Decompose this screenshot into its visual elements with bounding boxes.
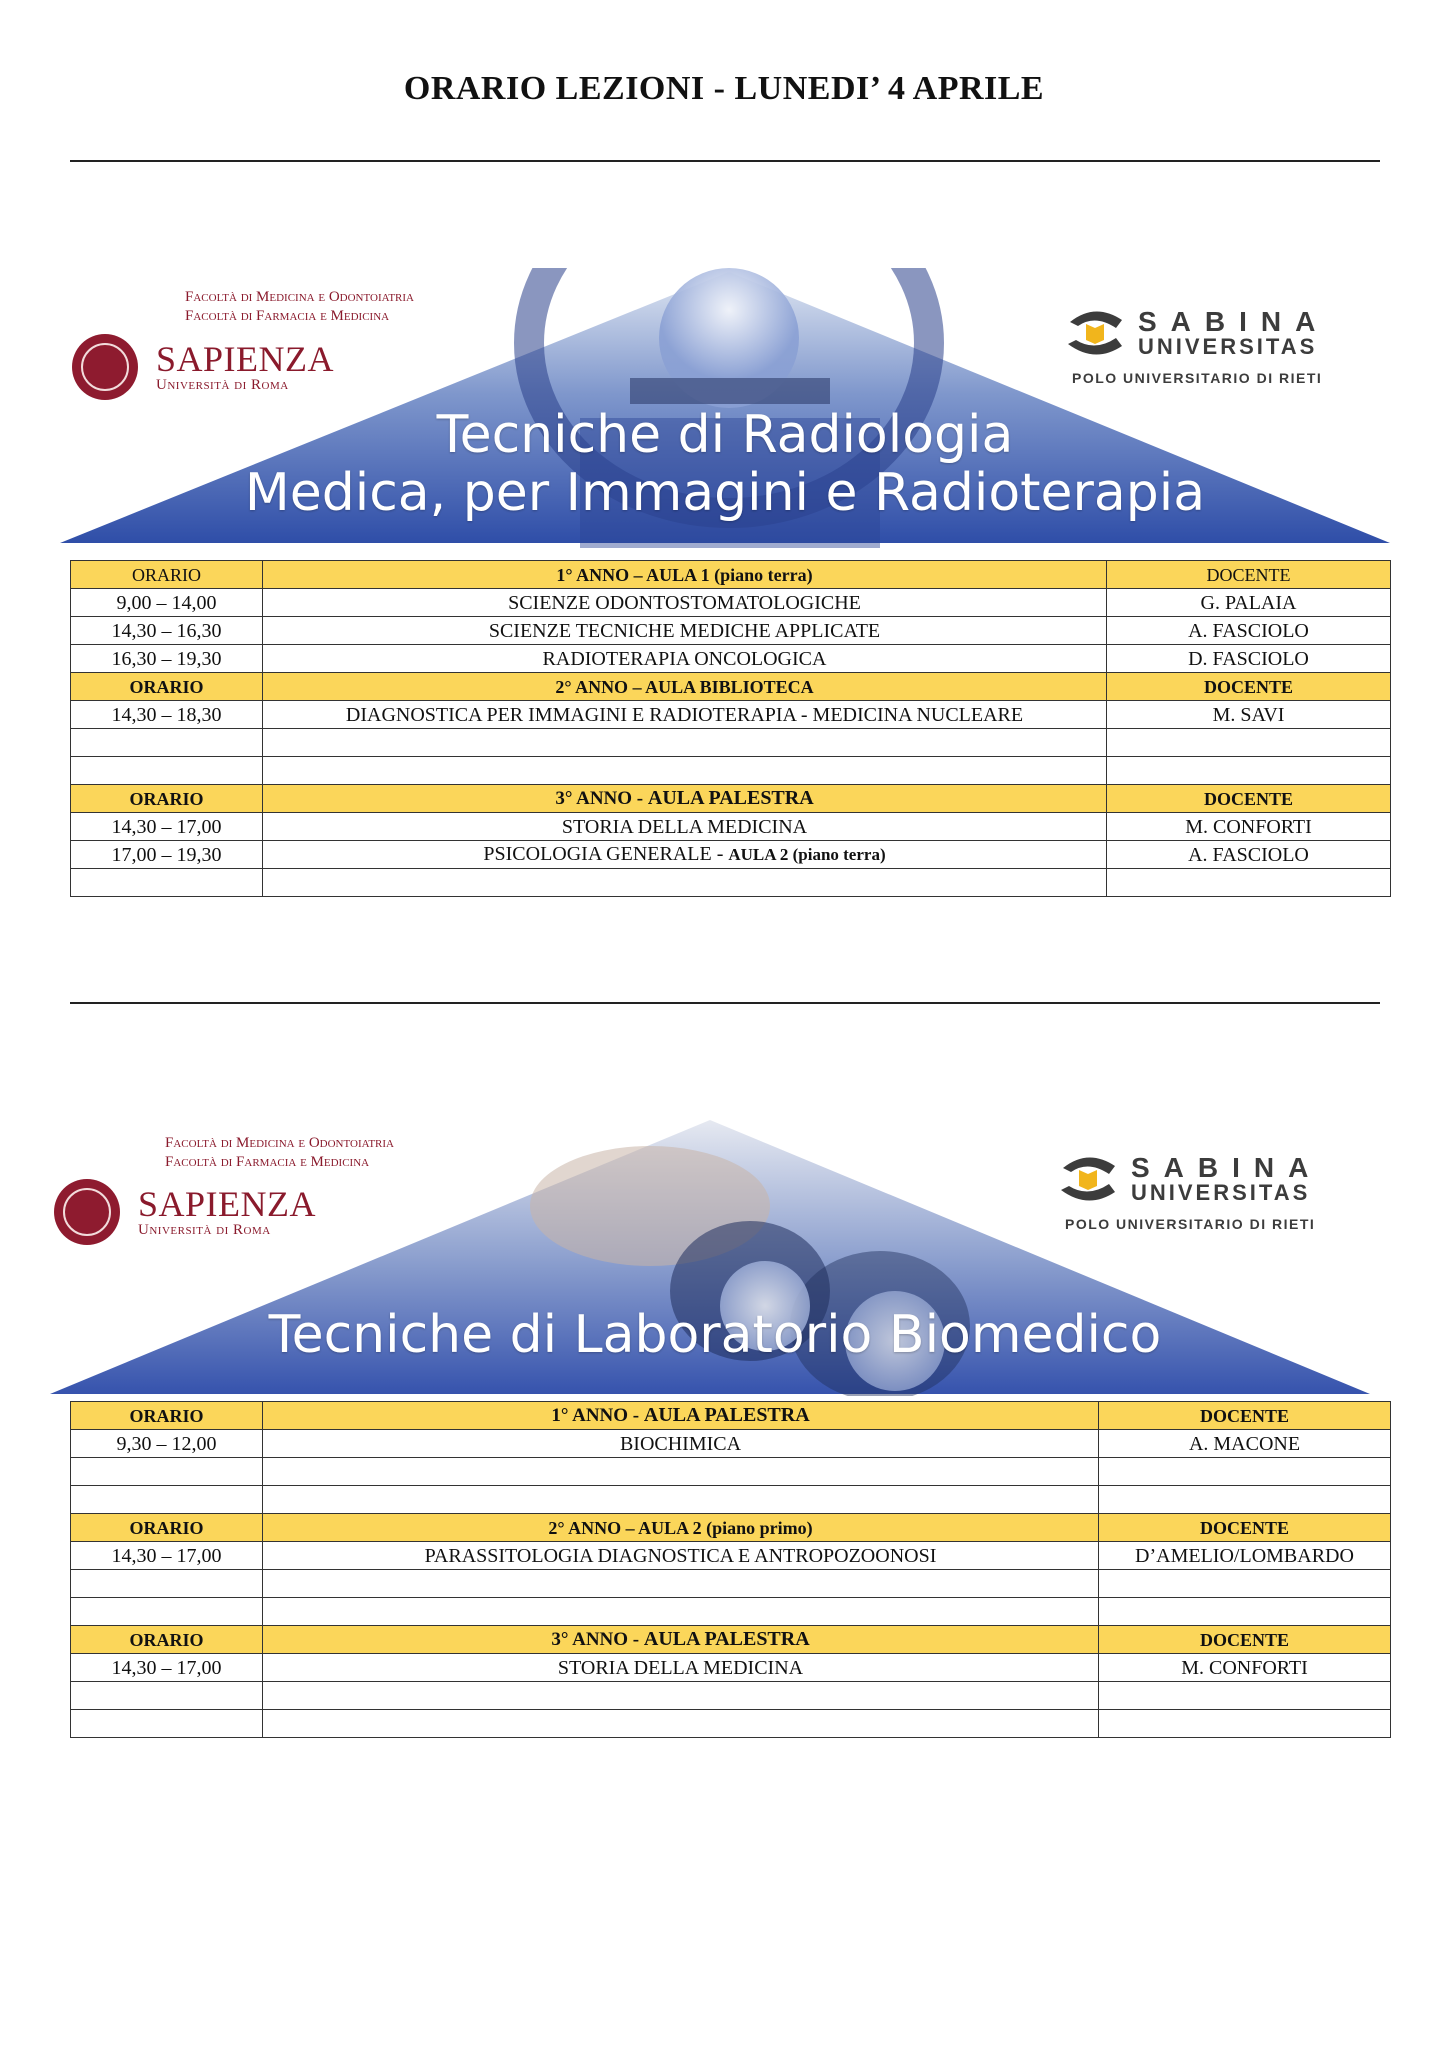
sapienza-subtitle: Università di Roma bbox=[138, 1221, 271, 1238]
table-row bbox=[71, 701, 1391, 729]
table-header-row bbox=[71, 785, 1391, 813]
teacher-cell: D’AMELIO/LOMBARDO bbox=[1099, 1542, 1391, 1570]
universitas-word: UNIVERSITAS bbox=[1138, 334, 1318, 359]
faculty-lines bbox=[185, 288, 414, 326]
teacher-cell bbox=[1099, 1598, 1391, 1626]
sabina-book-icon bbox=[1060, 306, 1130, 360]
sapienza-name: SAPIENZA bbox=[156, 338, 335, 379]
time-cell: 14,30 – 16,30 bbox=[71, 617, 263, 645]
teacher-cell: A. FASCIOLO bbox=[1107, 841, 1391, 869]
subject-cell: SCIENZE ODONTOSTOMATOLOGICHE bbox=[263, 589, 1107, 617]
subject-cell: PARASSITOLOGIA DIAGNOSTICA E ANTROPOZOONOSI bbox=[263, 1542, 1099, 1570]
time-cell bbox=[71, 729, 263, 757]
time-cell bbox=[71, 1682, 263, 1710]
faculty-lines bbox=[165, 1134, 394, 1172]
table-header-row bbox=[71, 1626, 1391, 1654]
radiology-title-line-2: Medica, per Immagini e Radioterapia bbox=[244, 463, 1206, 523]
teacher-cell bbox=[1107, 869, 1391, 897]
table-row bbox=[71, 1710, 1391, 1738]
page-title: ORARIO LEZIONI - LUNEDI’ 4 APRILE bbox=[403, 70, 1045, 107]
faculty-line-1: Facoltà di Medicina e Odontoiatria bbox=[185, 289, 414, 305]
subject-cell: DIAGNOSTICA PER IMMAGINI E RADIOTERAPIA - MEDICINA NUCLEARE bbox=[263, 701, 1107, 729]
radiology-schedule-table bbox=[70, 560, 1391, 897]
teacher-cell bbox=[1099, 1486, 1391, 1514]
top-divider bbox=[70, 160, 1380, 162]
docente-header: DOCENTE bbox=[1107, 785, 1391, 813]
table-row bbox=[71, 1458, 1391, 1486]
teacher-cell: M. CONFORTI bbox=[1107, 813, 1391, 841]
time-cell: 14,30 – 17,00 bbox=[71, 1542, 263, 1570]
laboratory-title-line-1: Tecniche di Laboratorio Biomedico bbox=[268, 1305, 1162, 1365]
sabina-logo bbox=[1060, 306, 1329, 360]
subject-cell bbox=[263, 1682, 1099, 1710]
table-header-row bbox=[71, 561, 1391, 589]
orario-header: ORARIO bbox=[71, 1402, 263, 1430]
table-header-row bbox=[71, 1402, 1391, 1430]
year-header: 1° ANNO – AULA 1 (piano terra) bbox=[263, 561, 1107, 589]
subject-cell bbox=[263, 729, 1107, 757]
table-row bbox=[71, 813, 1391, 841]
subject-cell bbox=[263, 757, 1107, 785]
sapienza-logo bbox=[54, 1179, 316, 1245]
subject-cell bbox=[263, 1458, 1099, 1486]
teacher-cell bbox=[1099, 1682, 1391, 1710]
radiology-course-title bbox=[60, 406, 1390, 522]
table-row bbox=[71, 1486, 1391, 1514]
time-cell bbox=[71, 1598, 263, 1626]
faculty-line-1: Facoltà di Medicina e Odontoiatria bbox=[165, 1135, 394, 1151]
teacher-cell bbox=[1099, 1710, 1391, 1738]
subject-cell bbox=[263, 1486, 1099, 1514]
time-cell: 9,00 – 14,00 bbox=[71, 589, 263, 617]
time-cell: 16,30 – 19,30 bbox=[71, 645, 263, 673]
orario-header: ORARIO bbox=[71, 1514, 263, 1542]
time-cell bbox=[71, 1486, 263, 1514]
time-cell: 14,30 – 17,00 bbox=[71, 813, 263, 841]
table-row bbox=[71, 1570, 1391, 1598]
time-cell bbox=[71, 1458, 263, 1486]
year-header: 2° ANNO – AULA 2 (piano primo) bbox=[263, 1514, 1099, 1542]
orario-header: ORARIO bbox=[71, 1626, 263, 1654]
subject-room-note: AULA 2 (piano terra) bbox=[728, 845, 886, 864]
table-row bbox=[71, 1654, 1391, 1682]
table-row bbox=[71, 841, 1391, 869]
year-header bbox=[263, 785, 1107, 813]
subject-cell bbox=[263, 1598, 1099, 1626]
subject-text: PSICOLOGIA GENERALE - bbox=[483, 843, 729, 865]
subject-cell: SCIENZE TECNICHE MEDICHE APPLICATE bbox=[263, 617, 1107, 645]
subject-cell bbox=[263, 1710, 1099, 1738]
table-header-row bbox=[71, 1514, 1391, 1542]
subject-cell: STORIA DELLA MEDICINA bbox=[263, 813, 1107, 841]
sabina-book-icon bbox=[1053, 1152, 1123, 1206]
year-header bbox=[263, 1626, 1099, 1654]
teacher-cell: M. SAVI bbox=[1107, 701, 1391, 729]
subject-cell bbox=[263, 1570, 1099, 1598]
teacher-cell: A. MACONE bbox=[1099, 1430, 1391, 1458]
laboratory-course-title bbox=[50, 1306, 1380, 1364]
sabina-word: SABINA bbox=[1138, 306, 1330, 337]
time-cell bbox=[71, 1710, 263, 1738]
docente-header: DOCENTE bbox=[1099, 1402, 1391, 1430]
teacher-cell bbox=[1107, 729, 1391, 757]
docente-header: DOCENTE bbox=[1107, 673, 1391, 701]
subject-cell: BIOCHIMICA bbox=[263, 1430, 1099, 1458]
docente-header: DOCENTE bbox=[1099, 1514, 1391, 1542]
teacher-cell bbox=[1107, 757, 1391, 785]
table-row bbox=[71, 1430, 1391, 1458]
year-header-prefix: 1° ANNO - bbox=[551, 1405, 644, 1426]
year-header-room: AULA PALESTRA bbox=[647, 787, 814, 809]
table-row bbox=[71, 617, 1391, 645]
sabina-logo bbox=[1053, 1152, 1322, 1206]
time-cell: 14,30 – 17,00 bbox=[71, 1654, 263, 1682]
subject-cell: STORIA DELLA MEDICINA bbox=[263, 1654, 1099, 1682]
table-row bbox=[71, 1542, 1391, 1570]
docente-header: DOCENTE bbox=[1107, 561, 1391, 589]
faculty-line-2: Facoltà di Farmacia e Medicina bbox=[185, 308, 390, 324]
teacher-cell bbox=[1099, 1458, 1391, 1486]
orario-header: ORARIO bbox=[71, 673, 263, 701]
sapienza-seal-icon bbox=[72, 334, 138, 400]
table-row bbox=[71, 1682, 1391, 1710]
sapienza-logo bbox=[72, 334, 334, 400]
subject-cell bbox=[263, 841, 1107, 869]
teacher-cell: M. CONFORTI bbox=[1099, 1654, 1391, 1682]
teacher-cell: G. PALAIA bbox=[1107, 589, 1391, 617]
radiology-title-line-1: Tecniche di Radiologia bbox=[436, 405, 1014, 465]
teacher-cell: A. FASCIOLO bbox=[1107, 617, 1391, 645]
year-header-room: AULA PALESTRA bbox=[643, 1628, 810, 1650]
year-header bbox=[263, 1402, 1099, 1430]
year-header: 2° ANNO – AULA BIBLIOTECA bbox=[263, 673, 1107, 701]
time-cell: 9,30 – 12,00 bbox=[71, 1430, 263, 1458]
teacher-cell: D. FASCIOLO bbox=[1107, 645, 1391, 673]
faculty-line-2: Facoltà di Farmacia e Medicina bbox=[165, 1154, 370, 1170]
time-cell bbox=[71, 1570, 263, 1598]
table-row bbox=[71, 729, 1391, 757]
year-header-prefix: 3° ANNO - bbox=[551, 1629, 644, 1650]
sabina-polo-text: POLO UNIVERSITARIO DI RIETI bbox=[1072, 370, 1323, 386]
year-header-room: AULA PALESTRA bbox=[643, 1404, 810, 1426]
table-row bbox=[71, 869, 1391, 897]
table-row bbox=[71, 1598, 1391, 1626]
sapienza-subtitle: Università di Roma bbox=[156, 376, 289, 393]
middle-divider bbox=[70, 1002, 1380, 1004]
subject-cell: RADIOTERAPIA ONCOLOGICA bbox=[263, 645, 1107, 673]
subject-cell bbox=[263, 869, 1107, 897]
radiology-banner bbox=[60, 268, 1390, 548]
orario-header: ORARIO bbox=[71, 785, 263, 813]
sabina-polo-text: POLO UNIVERSITARIO DI RIETI bbox=[1065, 1216, 1316, 1232]
laboratory-banner bbox=[50, 1116, 1380, 1396]
table-header-row bbox=[71, 673, 1391, 701]
time-cell bbox=[71, 869, 263, 897]
laboratory-schedule-table bbox=[70, 1401, 1391, 1738]
time-cell: 17,00 – 19,30 bbox=[71, 841, 263, 869]
universitas-word: UNIVERSITAS bbox=[1131, 1180, 1311, 1205]
docente-header: DOCENTE bbox=[1099, 1626, 1391, 1654]
time-cell: 14,30 – 18,30 bbox=[71, 701, 263, 729]
table-row bbox=[71, 645, 1391, 673]
table-row bbox=[71, 757, 1391, 785]
orario-header: ORARIO bbox=[71, 561, 263, 589]
year-header-prefix: 3° ANNO - bbox=[555, 788, 648, 809]
sabina-word: SABINA bbox=[1131, 1152, 1323, 1183]
teacher-cell bbox=[1099, 1570, 1391, 1598]
time-cell bbox=[71, 757, 263, 785]
table-row bbox=[71, 589, 1391, 617]
sapienza-name: SAPIENZA bbox=[138, 1183, 317, 1224]
sapienza-seal-icon bbox=[54, 1179, 120, 1245]
